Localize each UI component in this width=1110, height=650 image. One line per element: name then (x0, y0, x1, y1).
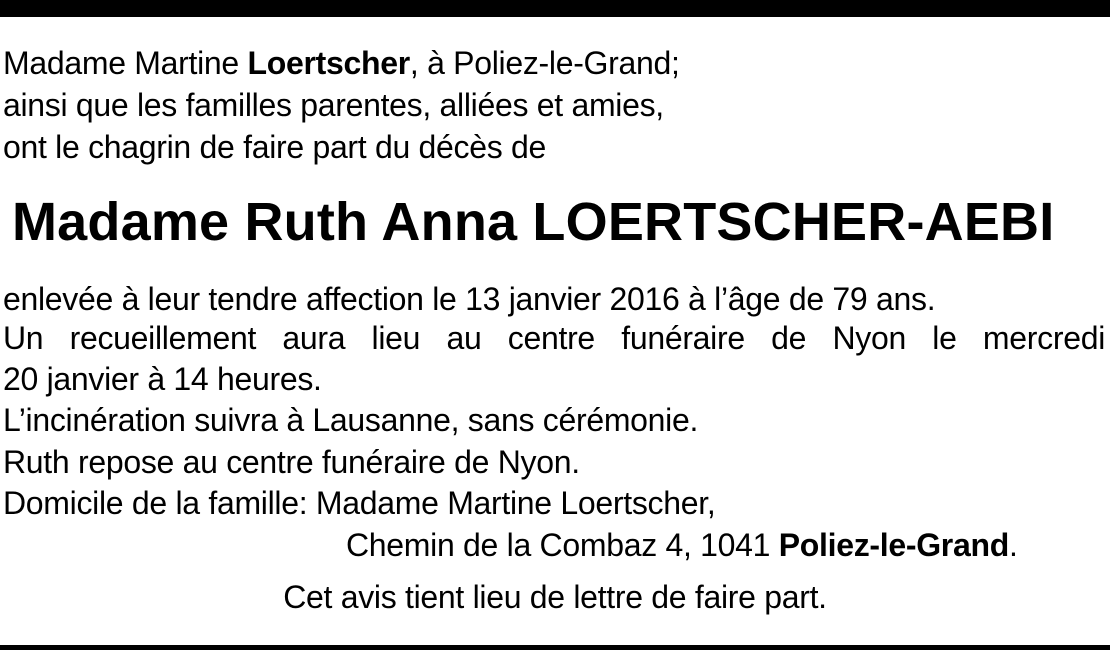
body-line-6: Domicile de la famille: Madame Martine Loertscher, (3, 485, 716, 521)
top-border-rule (0, 0, 1110, 17)
body-line-5: Ruth repose au centre funéraire de Nyon. (3, 444, 580, 480)
intro-prefix: Madame Martine (3, 45, 248, 81)
body-line-3: 20 janvier à 14 heures. (3, 361, 322, 397)
body-line-1: enlevée à leur tendre affection le 13 janvier 2016 à l’âge de 79 ans. (3, 281, 936, 317)
address-period: . (1008, 527, 1018, 563)
intro-line-2: ainsi que les familles parentes, alliées et amies, (3, 87, 664, 123)
family-address (346, 528, 1018, 562)
body-line-4: L’incinération suivra à Lausanne, sans cérémonie. (3, 402, 699, 438)
body-line-2: Un recueillement aura lieu au centre funéraire de Nyon le mercredi (3, 320, 1105, 356)
bottom-border-rule (0, 645, 1110, 650)
intro-suffix: , à Poliez-le-Grand; (409, 45, 680, 81)
address-street: Chemin de la Combaz 4, 1041 (346, 527, 779, 563)
intro-surname: Loertscher (247, 45, 410, 81)
deceased-name-heading: Madame Ruth Anna LOERTSCHER-AEBI (12, 192, 1055, 252)
intro-line-3: ont le chagrin de faire part du décès de (3, 129, 547, 165)
closing-note: Cet avis tient lieu de lettre de faire part. (283, 579, 827, 615)
intro-line-1 (3, 46, 680, 80)
address-town: Poliez-le-Grand (778, 527, 1009, 563)
